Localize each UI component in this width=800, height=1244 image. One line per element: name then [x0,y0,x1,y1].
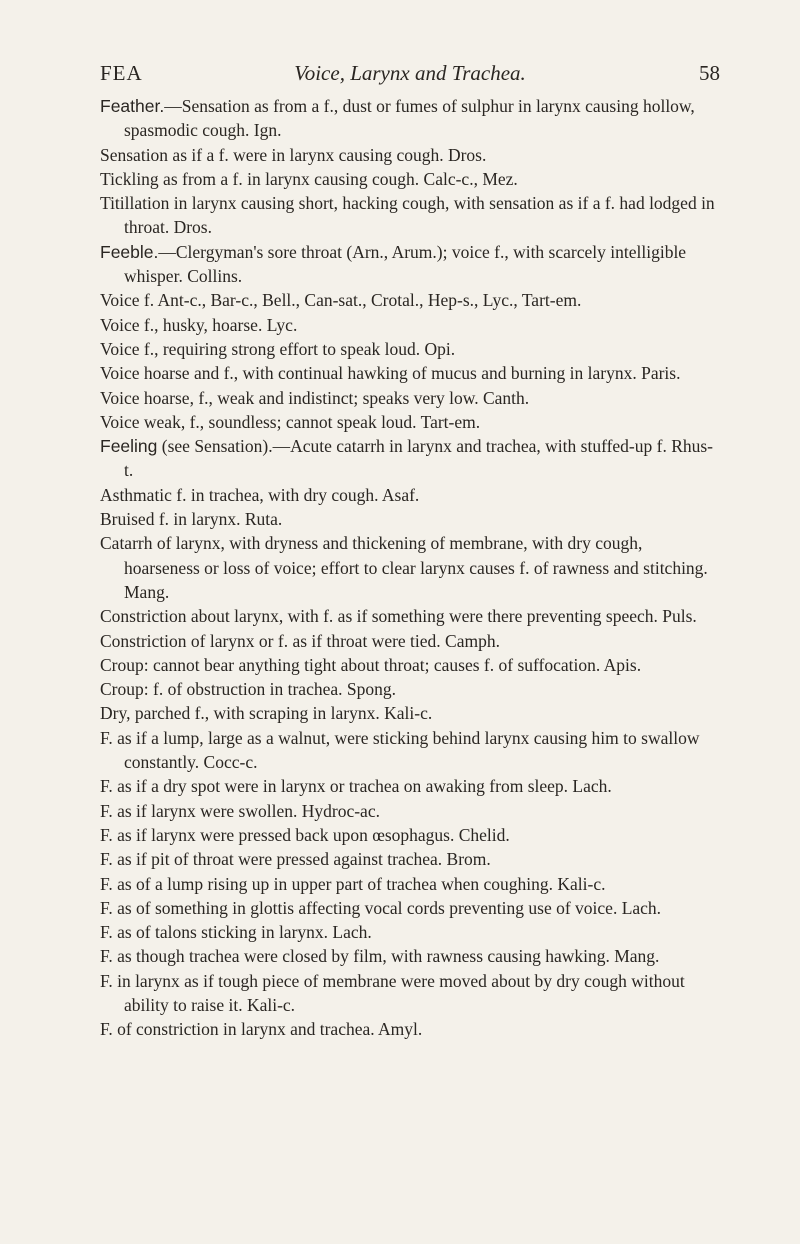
entry-text: Catarrh of larynx, with dryness and thickening of membrane, with dry cough, hoarseness or loss of voice; effort to clear larynx causes f. of rawness and stitching. Mang. [100,533,708,602]
list-item [100,167,720,191]
entry-text: F. as of talons sticking in larynx. Lach. [100,922,372,943]
entry-text: Dry, parched f., with scraping in larynx. Kali-c. [100,703,433,724]
list-item [100,313,720,337]
list-item [100,799,720,823]
list-item [100,701,720,725]
entry-list [100,94,720,1042]
entry-text: Constriction about larynx, with f. as if something were there preventing speech. Puls. [100,606,697,627]
entry-text: F. in larynx as if tough piece of membrane were moved about by dry cough without ability to raise it. Kali-c. [100,970,685,1015]
entry-text: F. of constriction in larynx and trachea. Amyl. [100,1019,423,1040]
entry-text: F. as if a lump, large as a walnut, were sticking behind larynx causing him to swallow constantly. Cocc-c. [100,727,700,773]
list-item [100,507,720,531]
entry-text: Voice hoarse, f., weak and indistinct; speaks very low. Canth. [100,387,530,408]
entry-text: —Sensation as from a f., dust or fumes of sulphur in larynx causing hollow, spasmodic cough. Ign. [124,96,695,141]
list-item [100,94,720,143]
list-item [100,726,720,775]
entry-text: Voice hoarse and f., with continual hawking of mucus and burning in larynx. Paris. [100,363,681,384]
list-item [100,629,720,653]
entry-term: Feather. [100,96,165,116]
entry-text: —Clergyman's sore throat (Arn., Arum.); voice f., with scarcely intelligible whisper. Collins. [124,241,687,287]
page-number: 58 [699,61,720,85]
list-item [100,410,720,434]
entry-text: Constriction of larynx or f. as if throat were tied. Camph. [100,630,500,651]
entry-text: F. as if pit of throat were pressed against trachea. Brom. [100,849,491,870]
entry-term: Feeble. [100,241,159,262]
list-item [100,337,720,361]
list-item [100,434,720,483]
entry-term: Feeling [100,436,158,457]
header-title: Voice, Larynx and Trachea. [294,61,526,85]
list-item [100,1017,720,1041]
list-item [100,774,720,798]
list-item [100,896,720,920]
entry-text: F. as if a dry spot were in larynx or trachea on awaking from sleep. Lach. [100,776,612,797]
list-item [100,823,720,847]
list-item [100,288,720,312]
entry-text: Croup: f. of obstruction in trachea. Spong. [100,679,396,700]
entry-text: Croup: cannot bear anything tight about throat; causes f. of suffocation. Apis. [100,654,642,675]
entry-text: F. as if larynx were pressed back upon œsophagus. Chelid. [100,824,510,845]
entry-text: F. as of something in glottis affecting vocal cords preventing use of voice. Lach. [100,897,662,918]
list-item [100,847,720,871]
entry-text: Sensation as if a f. were in larynx causing cough. Dros. [100,144,487,165]
list-item [100,240,720,289]
entry-text: F. as of a lump rising up in upper part of trachea when coughing. Kali-c. [100,873,606,894]
entry-text: Voice f., husky, hoarse. Lyc. [100,314,298,335]
list-item [100,653,720,677]
entry-text: Asthmatic f. in trachea, with dry cough. Asaf. [100,484,420,505]
entry-text: Voice f. Ant-c., Bar-c., Bell., Can-sat., Crotal., Hep-s., Lyc., Tart-em. [100,290,582,311]
running-header [100,58,720,88]
list-item [100,361,720,385]
list-item [100,944,720,968]
entry-text: Tickling as from a f. in larynx causing cough. Calc-c., Mez. [100,168,518,189]
list-item [100,483,720,507]
list-item [100,143,720,167]
list-item [100,677,720,701]
list-item [100,191,720,240]
list-item [100,531,720,604]
entry-text: F. as if larynx were swollen. Hydroc-ac. [100,800,380,821]
entry-text: Titillation in larynx causing short, hacking cough, with sensation as if a f. had lodged in throat. Dros. [100,193,715,238]
list-item [100,872,720,896]
header-left-word: FEA [100,61,143,85]
list-item [100,386,720,410]
entry-text: Bruised f. in larynx. Ruta. [100,509,283,530]
entry-text: (see Sensation).—Acute catarrh in larynx and trachea, with stuffed-up f. Rhus-t. [124,436,714,481]
list-item [100,969,720,1018]
entry-text: F. as though trachea were closed by film, with rawness causing hawking. Mang. [100,946,660,967]
entry-text: Voice weak, f., soundless; cannot speak loud. Tart-em. [100,411,481,432]
entry-text: Voice f., requiring strong effort to speak loud. Opi. [100,338,456,359]
list-item [100,604,720,628]
list-item [100,920,720,944]
